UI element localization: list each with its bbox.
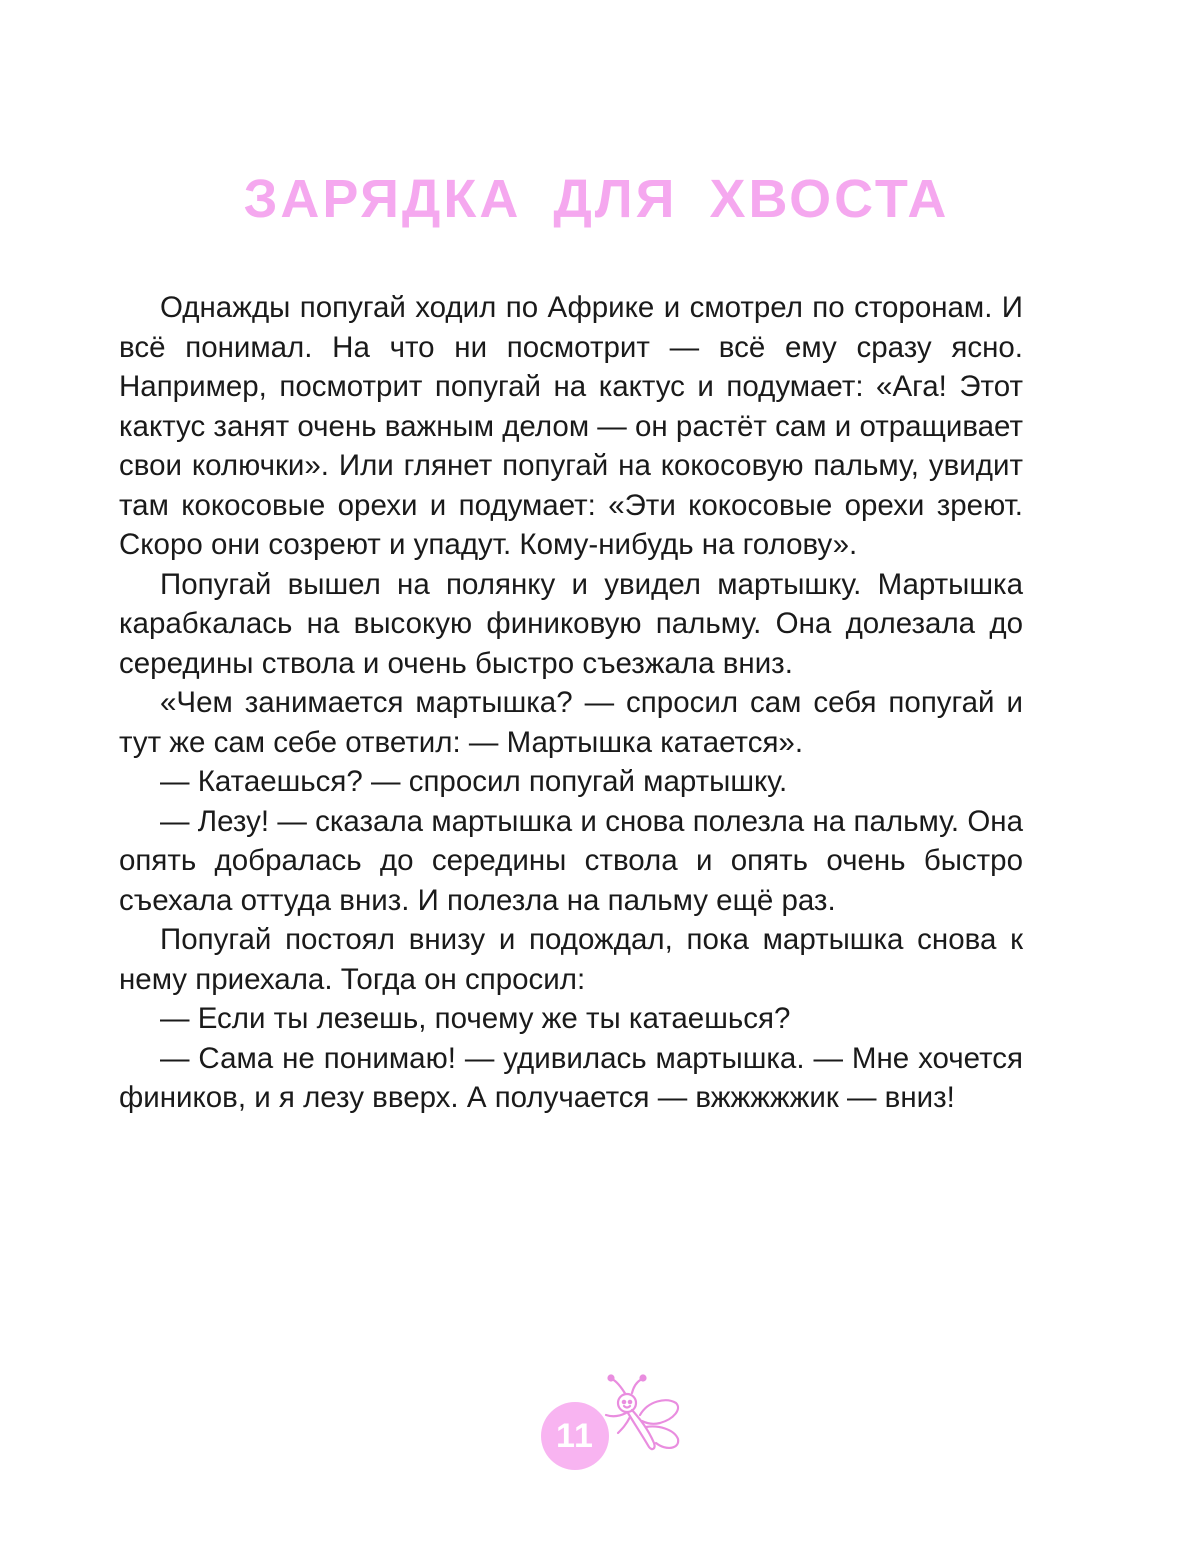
paragraph: — Катаешься? — спросил попугай мартышку. [160, 765, 788, 798]
butterfly-icon [596, 1373, 688, 1465]
story-text [119, 288, 1023, 1118]
paragraph: — Сама не понимаю! — удивилась мартышка. — Мне хочется фиников, и я лезу вверх. А получается — вжжжжжик — вниз! [119, 1041, 1023, 1114]
page-number-badge: 11 [541, 1402, 609, 1470]
paragraph: Попугай постоял внизу и подождал, пока мартышка снова к нему приехала. Тогда он спросил: [119, 923, 1023, 996]
paragraph: — Лезу! — сказала мартышка и снова полезла на пальму. Она опять добралась до середины ствола и опять очень быстро съехала оттуда вниз. И полезла на пальму ещё раз. [119, 804, 1023, 917]
paragraph: — Если ты лезешь, почему же ты катаешься? [160, 1002, 791, 1035]
paragraph: Однажды попугай ходил по Африке и смотрел по сторонам. И всё понимал. На что ни посмотрит — всё ему сразу ясно. Например, посмотрит попугай на кактус и подумает: «Ага! Этот кактус занят очень важным делом — он растёт сам и отращивает свои колючки». Или глянет попугай на кокосовую пальму, увидит там кокосовые орехи и подумает: «Эти кокосовые орехи зреют. Скоро они созреют и упадут. Кому-нибудь на голову». [119, 291, 1023, 561]
paragraph: Попугай вышел на полянку и увидел мартышку. Мартышка карабкалась на высокую финиковую пальму. Она долезала до середины ствола и очень быстро съезжала вниз. [119, 567, 1023, 680]
paragraph: «Чем занимается мартышка? — спросил сам себя попугай и тут же сам себе ответил: — Мартышка катается». [119, 686, 1023, 759]
story-title: ЗАРЯДКА ДЛЯ ХВОСТА [243, 169, 950, 229]
